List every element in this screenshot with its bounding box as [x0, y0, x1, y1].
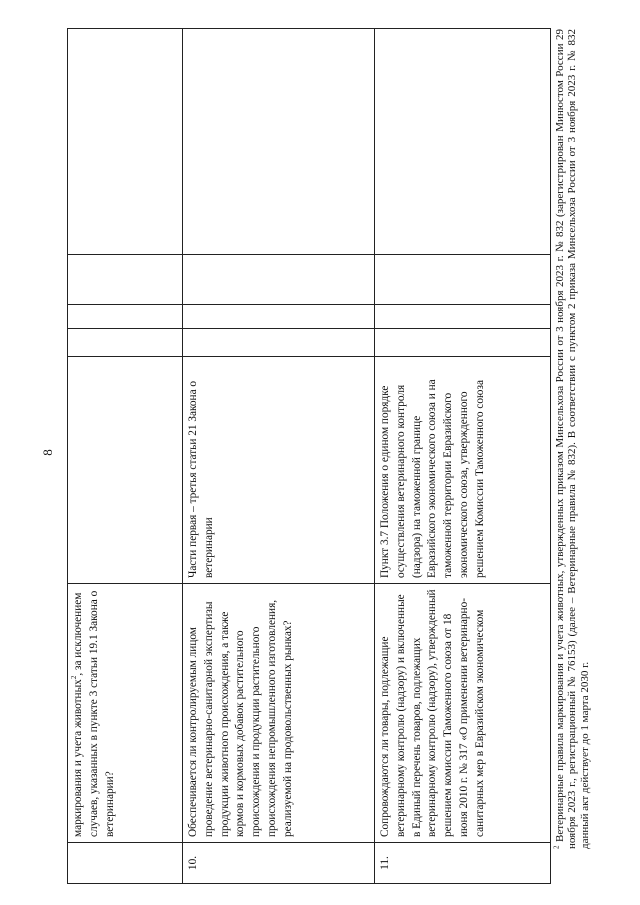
question-cell: Обеспечивается ли контролируемым лицом проведение ветеринарно-санитарной экспертизы продукции животного происхождения, а также кормов и кормовых добавок растительного происхождения и продукции растительного происхождения непромышленного изготовления, реализуемой на продовольственных рынках?: [183, 584, 375, 843]
notes-cell[interactable]: [183, 29, 375, 255]
footnote-text: Ветеринарные правила маркирования и учета животных, утвержденных приказом Минсельхоза России от 3 ноября 2023 г. № 832 (зарегистрирован Минюстом России 29 ноября 2023 г., регистрационный № 76153) (далее – Ветеринарные правила № 832). В соответствии с пунктом 2 приказа Минсельхоза России от 3 ноября 2023 г. № 832 данный акт действует до 1 марта 2030 г.: [554, 28, 591, 849]
reference-cell: [68, 357, 183, 584]
notes-cell[interactable]: [68, 29, 183, 255]
answer-yes-cell[interactable]: [375, 329, 551, 357]
question-text-cont: , за исключением случаев, указанных в пункте 3 статьи 19.1 Закона о ветеринарии?: [72, 590, 116, 837]
question-cell: [68, 584, 183, 843]
footnote-marker: 2: [552, 845, 561, 849]
answer-na-cell[interactable]: [183, 255, 375, 305]
row-number: 10.: [183, 843, 375, 884]
notes-cell[interactable]: [375, 29, 551, 255]
table-row: [183, 29, 375, 884]
checklist-table: [67, 28, 551, 884]
reference-cell: Пункт 3.7 Положения о едином порядке осуществления ветеринарного контроля (надзора) на таможенной границе Евразийского экономического союза и на таможенной территории Евразийского экономического союза, утвержденного решением Комиссии Таможенного союза: [375, 357, 551, 584]
footnote-ref: 2: [70, 675, 79, 680]
answer-no-cell[interactable]: [375, 305, 551, 329]
answer-no-cell[interactable]: [68, 305, 183, 329]
row-number: [68, 843, 183, 884]
page-number: 8: [40, 449, 55, 456]
footnote-divider: [550, 669, 551, 849]
answer-yes-cell[interactable]: [183, 329, 375, 357]
footnote: [550, 29, 591, 849]
reference-cell: Части первая – третья статьи 21 Закона о ветеринарии: [183, 357, 375, 584]
answer-na-cell[interactable]: [375, 255, 551, 305]
table-row: [375, 29, 551, 884]
question-text: маркирования и учета животных: [72, 679, 84, 837]
answer-no-cell[interactable]: [183, 305, 375, 329]
answer-na-cell[interactable]: [68, 255, 183, 305]
answer-yes-cell[interactable]: [68, 329, 183, 357]
table-row: [68, 29, 183, 884]
question-cell: Сопровождаются ли товары, подлежащие ветеринарному контролю (надзору) и включенные в Единый перечень товаров, подлежащих ветеринарному контролю (надзору), утвержденный решением комиссии Таможенного союза от 18 июня 2010 г. № 317 «О применении ветеринарно-санитарных мер в Евразийском экономическом: [375, 584, 551, 843]
row-number: 11.: [375, 843, 551, 884]
